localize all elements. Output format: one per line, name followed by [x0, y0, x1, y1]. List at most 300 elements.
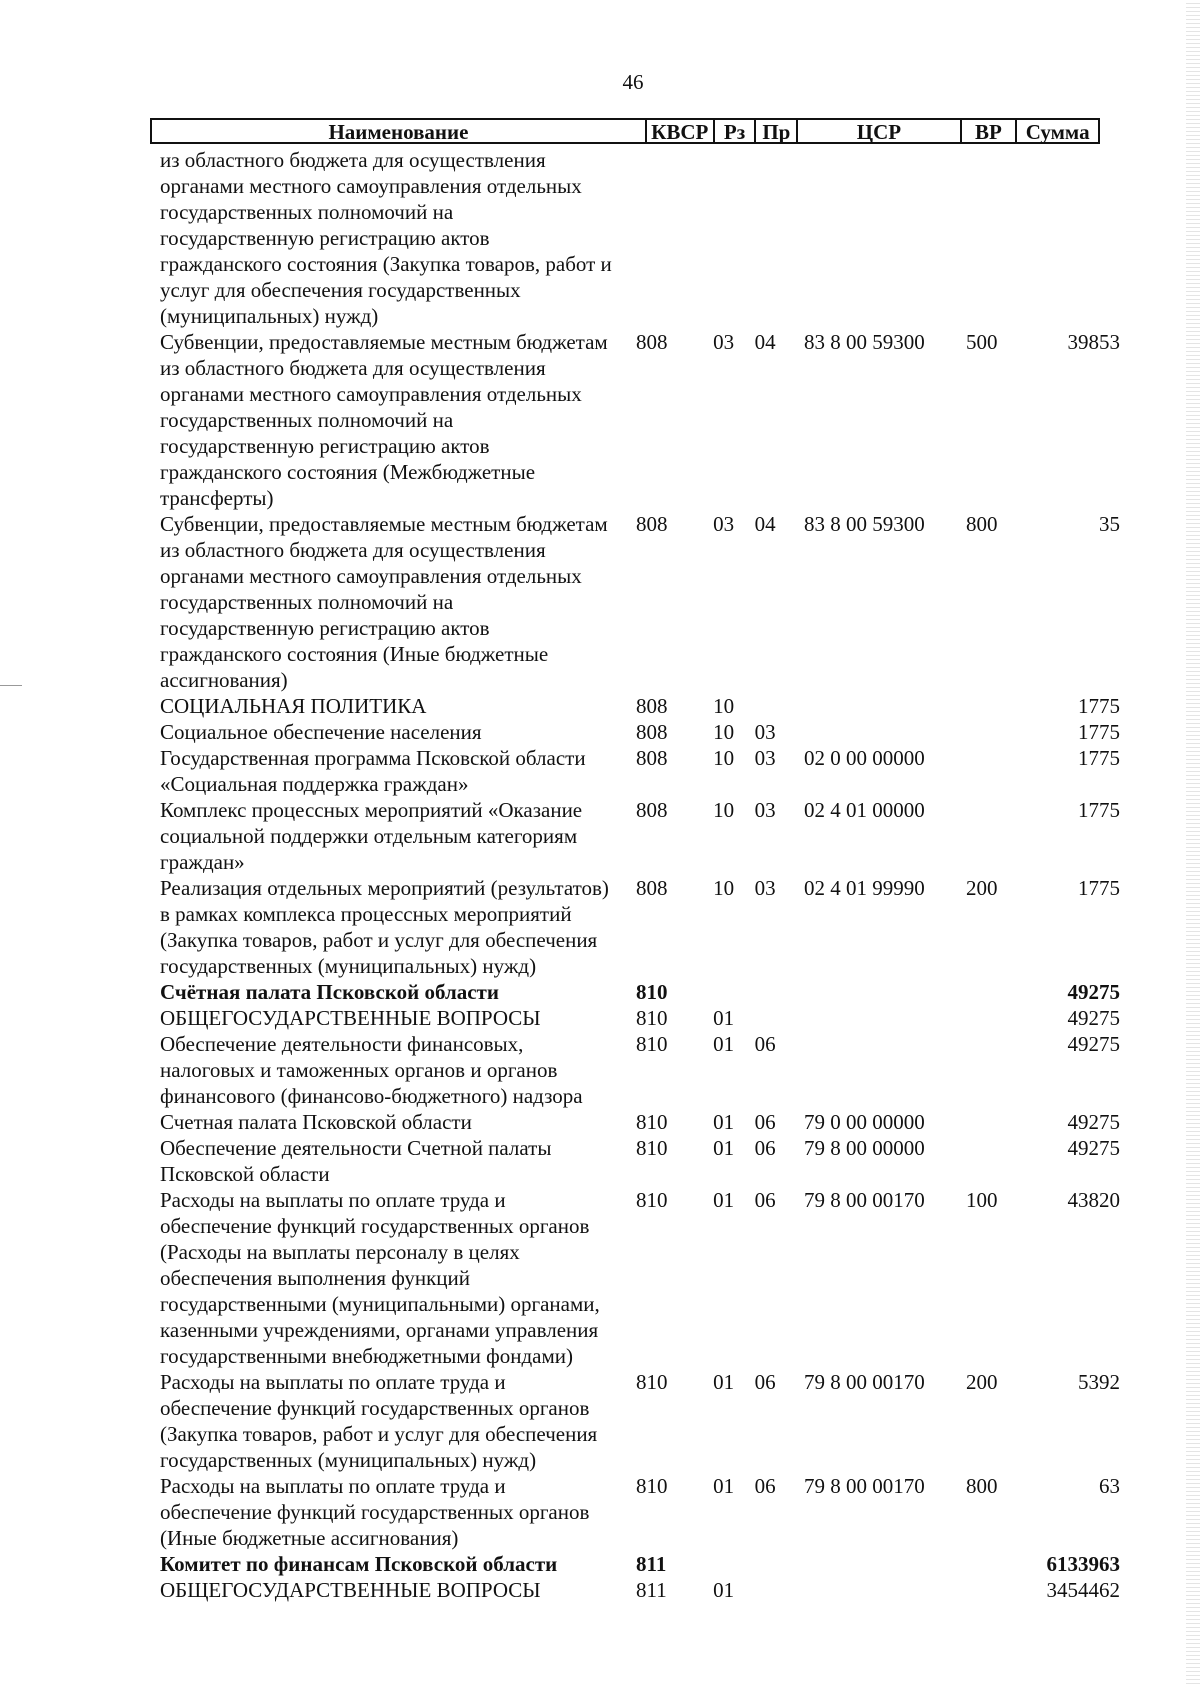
cell-sum [1021, 1291, 1120, 1317]
cell-csr [804, 433, 966, 459]
cell-kvsr: 810 [636, 1006, 668, 1030]
cell-kvsr [634, 1317, 705, 1343]
cell-kvsr: 808 [636, 876, 668, 900]
cell-sum [1021, 251, 1120, 277]
cell-csr [804, 771, 966, 797]
cell-rz [705, 823, 753, 849]
cell-name: ассигнования) [160, 668, 288, 692]
cell-pr [753, 225, 804, 251]
cell-kvsr [634, 485, 705, 511]
table-header [150, 118, 1100, 144]
cell-vr [966, 1447, 1021, 1473]
cell-rz [705, 667, 753, 693]
cell-vr [966, 1525, 1021, 1551]
cell-rz [705, 1447, 753, 1473]
cell-sum: 6133963 [1046, 1552, 1120, 1576]
cell-rz [705, 1239, 753, 1265]
cell-csr [804, 1577, 966, 1603]
cell-kvsr [634, 641, 705, 667]
cell-name: (Закупка товаров, работ и услуг для обеспечения [160, 1422, 598, 1446]
cell-csr [804, 615, 966, 641]
cell-kvsr [634, 615, 705, 641]
cell-pr [753, 303, 804, 329]
table-row [160, 1473, 1120, 1499]
header-csr: ЦСР [798, 120, 961, 142]
cell-rz [705, 303, 753, 329]
cell-sum [1021, 927, 1120, 953]
cell-name: Комплекс процессных мероприятий «Оказание [160, 798, 583, 822]
cell-vr [966, 771, 1021, 797]
cell-vr [966, 927, 1021, 953]
cell-rz [705, 771, 753, 797]
cell-sum: 1775 [1078, 876, 1120, 900]
table-row [160, 1577, 1120, 1603]
header-name: Наименование [152, 120, 647, 142]
cell-kvsr [634, 771, 705, 797]
cell-csr [804, 719, 966, 745]
cell-csr [804, 693, 966, 719]
cell-name: обеспечение функций государственных органов [160, 1500, 590, 1524]
table-row [160, 459, 1120, 485]
cell-csr: 02 0 00 00000 [804, 746, 925, 770]
cell-csr [804, 407, 966, 433]
cell-name: граждан» [160, 850, 245, 874]
cell-rz [705, 277, 753, 303]
cell-vr [966, 173, 1021, 199]
table-row [160, 797, 1120, 823]
cell-csr [804, 199, 966, 225]
cell-kvsr: 810 [636, 1474, 668, 1498]
cell-pr: 06 [754, 1474, 776, 1498]
cell-pr [753, 615, 804, 641]
cell-kvsr: 808 [636, 798, 668, 822]
table-row [160, 1083, 1120, 1109]
cell-pr: 06 [754, 1370, 776, 1394]
header-pr: Пр [756, 120, 798, 142]
cell-name: органами местного самоуправления отдельных [160, 382, 582, 406]
cell-pr [753, 823, 804, 849]
table-row [160, 1161, 1120, 1187]
cell-pr [753, 693, 804, 719]
cell-kvsr: 808 [636, 694, 668, 718]
cell-name: государственную регистрацию актов [160, 616, 490, 640]
cell-name: (Закупка товаров, работ и услуг для обеспечения [160, 928, 598, 952]
cell-sum [1021, 173, 1120, 199]
cell-kvsr [634, 901, 705, 927]
cell-csr [804, 563, 966, 589]
cell-pr [753, 1291, 804, 1317]
cell-vr [966, 1213, 1021, 1239]
cell-vr [966, 693, 1021, 719]
cell-vr [966, 953, 1021, 979]
cell-vr [966, 433, 1021, 459]
cell-csr [804, 1057, 966, 1083]
cell-vr [966, 1005, 1021, 1031]
cell-vr [966, 381, 1021, 407]
cell-rz: 10 [713, 694, 735, 718]
scan-edge-artifact [1186, 0, 1200, 1686]
cell-pr [753, 1551, 804, 1577]
cell-vr [966, 1499, 1021, 1525]
cell-pr [753, 953, 804, 979]
cell-sum [1021, 849, 1120, 875]
cell-kvsr [634, 1525, 705, 1551]
cell-csr [804, 1265, 966, 1291]
cell-vr [966, 1395, 1021, 1421]
cell-rz [705, 1265, 753, 1291]
cell-pr [753, 1395, 804, 1421]
table-row [160, 901, 1120, 927]
cell-sum: 49275 [1067, 1006, 1120, 1030]
cell-kvsr: 810 [636, 1032, 668, 1056]
cell-rz [705, 485, 753, 511]
cell-csr [804, 1499, 966, 1525]
cell-name: Счётная палата Псковской области [160, 980, 499, 1004]
cell-sum: 3454462 [1046, 1578, 1120, 1602]
header-sum: Сумма [1025, 120, 1090, 144]
cell-csr [804, 173, 966, 199]
cell-vr [966, 251, 1021, 277]
cell-name: Комитет по финансам Псковской области [160, 1552, 558, 1576]
cell-pr [753, 1317, 804, 1343]
cell-sum [1021, 1499, 1120, 1525]
cell-vr [966, 459, 1021, 485]
cell-sum: 5392 [1078, 1370, 1120, 1394]
cell-rz: 03 [713, 330, 735, 354]
cell-name: финансового (финансово-бюджетного) надзора [160, 1084, 583, 1108]
cell-vr [966, 225, 1021, 251]
cell-name: ОБЩЕГОСУДАРСТВЕННЫЕ ВОПРОСЫ [160, 1006, 541, 1030]
cell-csr [804, 1005, 966, 1031]
cell-pr: 03 [754, 746, 776, 770]
cell-csr: 79 0 00 00000 [804, 1110, 925, 1134]
table-row [160, 1447, 1120, 1473]
cell-name: обеспечение функций государственных органов [160, 1214, 590, 1238]
cell-csr [804, 953, 966, 979]
header-rz: Рз [715, 120, 757, 142]
scan-margin-mark [0, 685, 22, 686]
cell-sum [1021, 615, 1120, 641]
cell-kvsr [634, 173, 705, 199]
cell-kvsr: 810 [636, 1136, 668, 1160]
cell-kvsr: 808 [636, 512, 668, 536]
table-row [160, 173, 1120, 199]
cell-pr [753, 433, 804, 459]
cell-vr [966, 1109, 1021, 1135]
cell-csr [804, 225, 966, 251]
cell-vr [966, 277, 1021, 303]
table-row [160, 1317, 1120, 1343]
header-kvsr: КВСР [647, 120, 715, 142]
cell-vr: 800 [965, 1474, 998, 1498]
cell-kvsr [634, 849, 705, 875]
cell-vr: 200 [965, 1370, 998, 1394]
table-row [160, 147, 1120, 173]
cell-name: Расходы на выплаты по оплате труда и [160, 1474, 506, 1498]
cell-name: гражданского состояния (Межбюджетные [160, 460, 536, 484]
cell-rz [705, 1343, 753, 1369]
cell-name: казенными учреждениями, органами управления [160, 1318, 599, 1342]
cell-kvsr [634, 1265, 705, 1291]
cell-csr [804, 1031, 966, 1057]
cell-kvsr [634, 927, 705, 953]
cell-csr [804, 485, 966, 511]
table-row [160, 355, 1120, 381]
cell-pr [753, 849, 804, 875]
cell-vr [966, 979, 1021, 1005]
cell-pr [753, 589, 804, 615]
cell-kvsr [634, 1161, 705, 1187]
cell-pr [753, 407, 804, 433]
cell-name: государственных полномочий на [160, 408, 454, 432]
cell-csr [804, 927, 966, 953]
cell-kvsr [634, 667, 705, 693]
cell-kvsr [634, 1447, 705, 1473]
cell-sum [1021, 1161, 1120, 1187]
cell-pr [753, 927, 804, 953]
cell-rz: 01 [713, 1136, 735, 1160]
table-row [160, 1291, 1120, 1317]
cell-kvsr: 811 [636, 1578, 667, 1602]
table-row [160, 615, 1120, 641]
cell-csr: 79 8 00 00170 [804, 1474, 925, 1498]
cell-pr [753, 355, 804, 381]
cell-sum: 39853 [1067, 330, 1120, 354]
cell-kvsr [634, 303, 705, 329]
cell-pr [753, 251, 804, 277]
cell-csr [804, 459, 966, 485]
cell-pr [753, 1447, 804, 1473]
cell-kvsr [634, 1291, 705, 1317]
cell-csr [804, 277, 966, 303]
cell-pr [753, 901, 804, 927]
cell-name: Псковской области [160, 1162, 330, 1186]
cell-csr [804, 1395, 966, 1421]
cell-vr [966, 1057, 1021, 1083]
cell-name: Обеспечение деятельности финансовых, [160, 1032, 524, 1056]
cell-kvsr [634, 251, 705, 277]
cell-csr [804, 303, 966, 329]
cell-pr [753, 173, 804, 199]
table-row [160, 745, 1120, 771]
cell-kvsr [634, 537, 705, 563]
cell-sum [1021, 147, 1120, 173]
cell-name: Счетная палата Псковской области [160, 1110, 472, 1134]
table-row [160, 979, 1120, 1005]
cell-vr: 200 [965, 876, 998, 900]
table-row [160, 485, 1120, 511]
cell-pr [753, 1577, 804, 1603]
cell-csr [804, 589, 966, 615]
cell-name: (Расходы на выплаты персоналу в целях [160, 1240, 520, 1264]
cell-name: государственных полномочий на [160, 590, 454, 614]
cell-name: трансферты) [160, 486, 274, 510]
cell-kvsr [634, 589, 705, 615]
cell-pr [753, 641, 804, 667]
cell-kvsr: 810 [636, 980, 668, 1004]
cell-csr [804, 147, 966, 173]
cell-sum: 49275 [1067, 1136, 1120, 1160]
cell-pr [753, 771, 804, 797]
cell-name: услуг для обеспечения государственных [160, 278, 521, 302]
cell-vr [966, 589, 1021, 615]
cell-kvsr [634, 1395, 705, 1421]
cell-sum [1021, 225, 1120, 251]
table-row [160, 641, 1120, 667]
cell-csr [804, 1525, 966, 1551]
cell-name: органами местного самоуправления отдельных [160, 564, 582, 588]
cell-pr [753, 537, 804, 563]
cell-vr [966, 1135, 1021, 1161]
cell-vr [966, 1083, 1021, 1109]
cell-sum [1021, 823, 1120, 849]
cell-pr: 06 [754, 1110, 776, 1134]
cell-sum [1021, 1057, 1120, 1083]
cell-kvsr [634, 1057, 705, 1083]
table-row [160, 927, 1120, 953]
cell-vr [966, 1343, 1021, 1369]
cell-kvsr [634, 1083, 705, 1109]
cell-sum [1021, 563, 1120, 589]
cell-sum [1021, 1265, 1120, 1291]
cell-sum: 35 [1099, 512, 1120, 536]
table-row [160, 407, 1120, 433]
cell-rz: 01 [713, 1110, 735, 1134]
cell-csr [804, 667, 966, 693]
cell-kvsr [634, 433, 705, 459]
cell-pr: 04 [754, 512, 776, 536]
cell-vr: 500 [965, 330, 998, 354]
cell-sum [1021, 381, 1120, 407]
cell-name: Обеспечение деятельности Счетной палаты [160, 1136, 552, 1160]
cell-sum: 49275 [1067, 1110, 1120, 1134]
cell-pr: 06 [754, 1188, 776, 1212]
cell-rz [705, 1395, 753, 1421]
table-row [160, 693, 1120, 719]
cell-pr [753, 1161, 804, 1187]
cell-csr [804, 1083, 966, 1109]
cell-csr: 83 8 00 59300 [804, 512, 925, 536]
table-row [160, 563, 1120, 589]
cell-rz [705, 589, 753, 615]
cell-name: государственными (муниципальными) органами, [160, 1292, 600, 1316]
cell-pr: 06 [754, 1032, 776, 1056]
cell-pr [753, 147, 804, 173]
cell-csr: 79 8 00 00170 [804, 1188, 925, 1212]
cell-sum [1021, 901, 1120, 927]
cell-csr: 79 8 00 00170 [804, 1370, 925, 1394]
cell-csr [804, 1551, 966, 1577]
cell-name: государственных (муниципальных) нужд) [160, 1448, 537, 1472]
cell-rz: 01 [713, 1006, 735, 1030]
cell-pr: 03 [754, 720, 776, 744]
cell-kvsr [634, 225, 705, 251]
cell-rz [705, 927, 753, 953]
cell-sum [1021, 407, 1120, 433]
cell-vr [966, 563, 1021, 589]
cell-pr [753, 1005, 804, 1031]
cell-rz [705, 381, 753, 407]
cell-sum: 1775 [1078, 746, 1120, 770]
cell-name: (Иные бюджетные ассигнования) [160, 1526, 459, 1550]
cell-vr [966, 719, 1021, 745]
cell-name: обеспечения выполнения функций [160, 1266, 471, 1290]
cell-sum [1021, 1213, 1120, 1239]
cell-kvsr: 808 [636, 330, 668, 354]
table-row [160, 667, 1120, 693]
cell-csr [804, 641, 966, 667]
table-row [160, 511, 1120, 537]
cell-rz [705, 1525, 753, 1551]
cell-rz [705, 433, 753, 459]
cell-name: в рамках комплекса процессных мероприятий [160, 902, 572, 926]
cell-rz [705, 459, 753, 485]
cell-csr [804, 1343, 966, 1369]
cell-rz [705, 147, 753, 173]
cell-kvsr [634, 953, 705, 979]
cell-sum [1021, 1395, 1120, 1421]
cell-pr [753, 459, 804, 485]
cell-vr [966, 1317, 1021, 1343]
cell-pr [753, 1421, 804, 1447]
cell-rz [705, 1083, 753, 1109]
cell-sum: 1775 [1078, 720, 1120, 744]
cell-rz: 01 [713, 1370, 735, 1394]
cell-sum [1021, 771, 1120, 797]
table-row [160, 433, 1120, 459]
cell-kvsr [634, 1421, 705, 1447]
cell-rz: 01 [713, 1188, 735, 1212]
cell-rz [705, 849, 753, 875]
cell-vr [966, 745, 1021, 771]
cell-csr [804, 1317, 966, 1343]
cell-sum: 1775 [1078, 798, 1120, 822]
cell-rz [705, 953, 753, 979]
cell-name: государственными внебюджетными фондами) [160, 1344, 574, 1368]
table-row [160, 1265, 1120, 1291]
cell-sum [1021, 433, 1120, 459]
cell-sum [1021, 303, 1120, 329]
table-row [160, 251, 1120, 277]
cell-rz [705, 641, 753, 667]
cell-name: Субвенции, предоставляемые местным бюджетам [160, 330, 608, 354]
cell-rz [705, 1499, 753, 1525]
cell-vr [966, 1265, 1021, 1291]
cell-rz [705, 407, 753, 433]
cell-kvsr [634, 823, 705, 849]
cell-pr [753, 667, 804, 693]
cell-kvsr [634, 381, 705, 407]
cell-name: социальной поддержки отдельным категориям [160, 824, 578, 848]
cell-pr [753, 563, 804, 589]
cell-kvsr: 810 [636, 1188, 668, 1212]
cell-vr: 100 [965, 1188, 998, 1212]
cell-sum [1021, 1083, 1120, 1109]
cell-kvsr [634, 147, 705, 173]
cell-csr [804, 1161, 966, 1187]
cell-vr [966, 901, 1021, 927]
cell-kvsr [634, 1499, 705, 1525]
cell-sum: 1775 [1078, 694, 1120, 718]
table-row [160, 953, 1120, 979]
cell-rz [705, 1213, 753, 1239]
cell-sum [1021, 459, 1120, 485]
cell-name: из областного бюджета для осуществления [160, 356, 546, 380]
table-row [160, 823, 1120, 849]
cell-kvsr: 810 [636, 1110, 668, 1134]
table-row [160, 1551, 1120, 1577]
cell-csr [804, 355, 966, 381]
